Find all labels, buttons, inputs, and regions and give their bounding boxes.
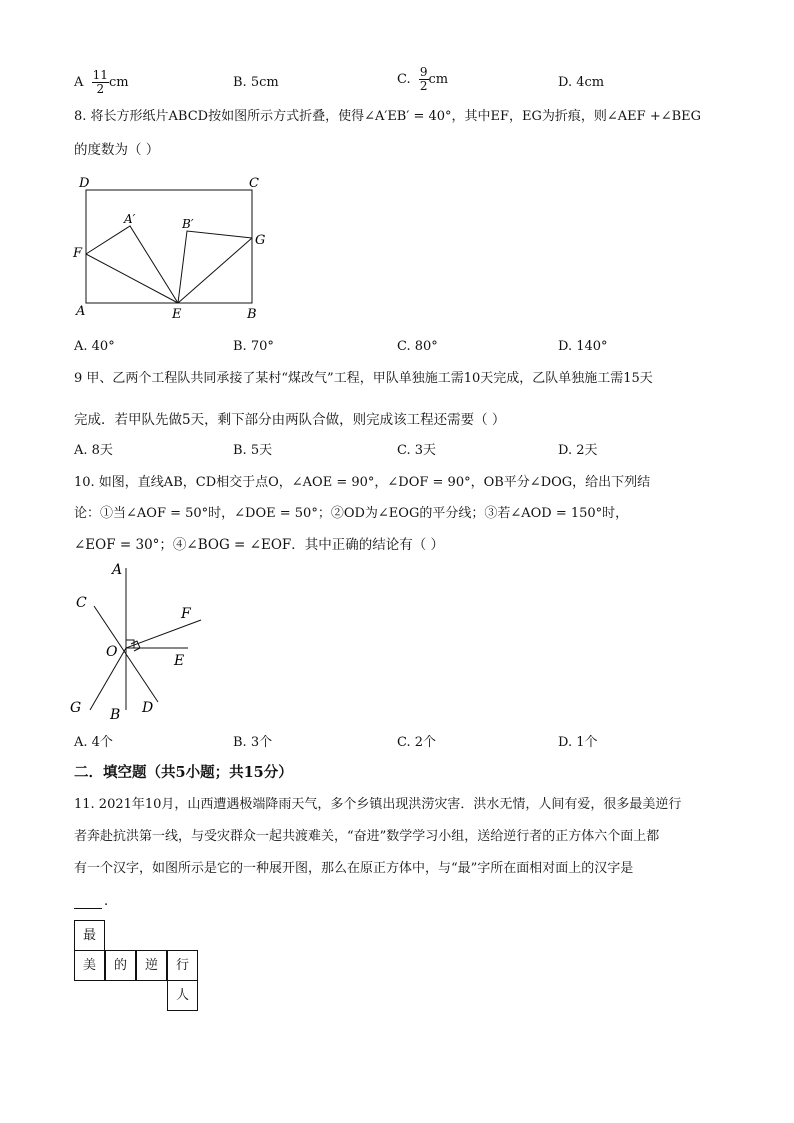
q8-option-a: A. 40° xyxy=(74,339,115,354)
q10-stem-line3: ∠EOF = 30°；④∠BOG = ∠EOF．其中正确的结论有（ ） xyxy=(74,537,445,553)
q8-label-b: B xyxy=(247,307,257,322)
q11-blank-period: ． xyxy=(104,893,118,909)
q10-option-a: A. 4个 xyxy=(74,735,113,750)
q9-option-a: A. 8天 xyxy=(74,443,113,458)
q9-stem-line2: 完成．若甲队先做5天，剩下部分由两队合做，则完成该工程还需要（ ） xyxy=(74,412,506,428)
q9-option-b: B. 5天 xyxy=(233,443,273,458)
q10-label-f: F xyxy=(181,606,191,622)
q8-label-a: A xyxy=(76,304,86,319)
q10-label-e: E xyxy=(174,653,185,669)
net-cell-xing: 行 xyxy=(167,950,198,981)
q10-stem-line2: 论：①当∠AOF = 50°时，∠DOE = 50°；②OD为∠EOG的平分线；③若∠AOD = 150°时， xyxy=(74,506,629,521)
cube-net xyxy=(74,920,204,1012)
q10-label-c: C xyxy=(76,595,87,611)
q7-option-a-fraction: $\frac{11}{2}$ xyxy=(92,68,108,96)
q8-figure xyxy=(66,168,276,328)
q10-label-g: G xyxy=(70,700,82,716)
q11-stem-line3: 有一个汉字，如图所示是它的一种展开图，那么在原正方体中，与“最”字所在面相对面上的汉字是 xyxy=(74,861,634,876)
q8-option-d: D. 140° xyxy=(558,339,608,354)
net-cell-ni: 逆 xyxy=(136,950,167,981)
q10-label-a: A xyxy=(112,562,123,578)
section-2-title: 二．填空题（共5小题；共15分） xyxy=(74,764,293,781)
q9-stem-line1: 9 甲、乙两个工程队共同承接了某村“煤改气”工程，甲队单独施工需10天完成，乙队单独施工需15天 xyxy=(74,371,653,386)
q8-label-d: D xyxy=(79,176,90,191)
q10-option-d: D. 1个 xyxy=(558,735,598,750)
q11-answer-blank xyxy=(74,892,102,909)
q8-label-b-prime: B′ xyxy=(182,217,194,231)
q8-label-c: C xyxy=(249,176,259,191)
net-cell-ren: 人 xyxy=(167,980,198,1011)
net-cell-zui: 最 xyxy=(74,920,105,951)
q7-option-c-fraction: $\frac{9}{2}$ xyxy=(419,65,428,93)
q10-option-b: B. 3个 xyxy=(233,735,273,750)
q8-label-a-prime: A′ xyxy=(124,212,136,226)
q10-label-b: B xyxy=(110,707,121,723)
q10-label-o: O xyxy=(106,644,118,660)
q7-option-a: A $\frac{11}{2}$ cm xyxy=(74,68,129,96)
q9-option-c: C. 3天 xyxy=(397,443,437,458)
q7-option-c: C. $\frac{9}{2}$ cm xyxy=(397,65,449,93)
q8-option-c: C. 80° xyxy=(397,339,438,354)
q10-figure xyxy=(66,558,216,728)
net-cell-de: 的 xyxy=(105,950,136,981)
q8-stem-line2: 的度数为（ ） xyxy=(74,142,160,158)
q8-stem-line1: 8. 将长方形纸片ABCD按如图所示方式折叠，使得∠A′EB′ = 40°，其中EF，EG为折痕，则∠AEF +∠BEG xyxy=(74,109,702,124)
q10-option-c: C. 2个 xyxy=(397,735,437,750)
net-cell-mei: 美 xyxy=(74,950,105,981)
q11-stem-line2: 者奔赴抗洪第一线，与受灾群众一起共渡难关，“奋进”数学学习小组，送给逆行者的正方体六个面上都 xyxy=(74,829,660,844)
q11-stem-line1: 11. 2021年10月，山西遭遇极端降雨天气，多个乡镇出现洪涝灾害．洪水无情，人间有爱，很多最美逆行 xyxy=(74,797,682,812)
q7-option-d: D. 4cm xyxy=(558,75,605,90)
q7-option-b: B. 5cm xyxy=(233,75,279,90)
q9-option-d: D. 2天 xyxy=(558,443,598,458)
q8-label-f: F xyxy=(73,246,83,261)
q8-option-b: B. 70° xyxy=(233,339,274,354)
q8-label-g: G xyxy=(255,233,266,248)
q10-stem-line1: 10. 如图，直线AB，CD相交于点O，∠AOE = 90°，∠DOF = 90°，OB平分∠DOG，给出下列结 xyxy=(74,475,651,490)
q10-label-d: D xyxy=(142,700,154,716)
q8-label-e: E xyxy=(172,307,182,322)
